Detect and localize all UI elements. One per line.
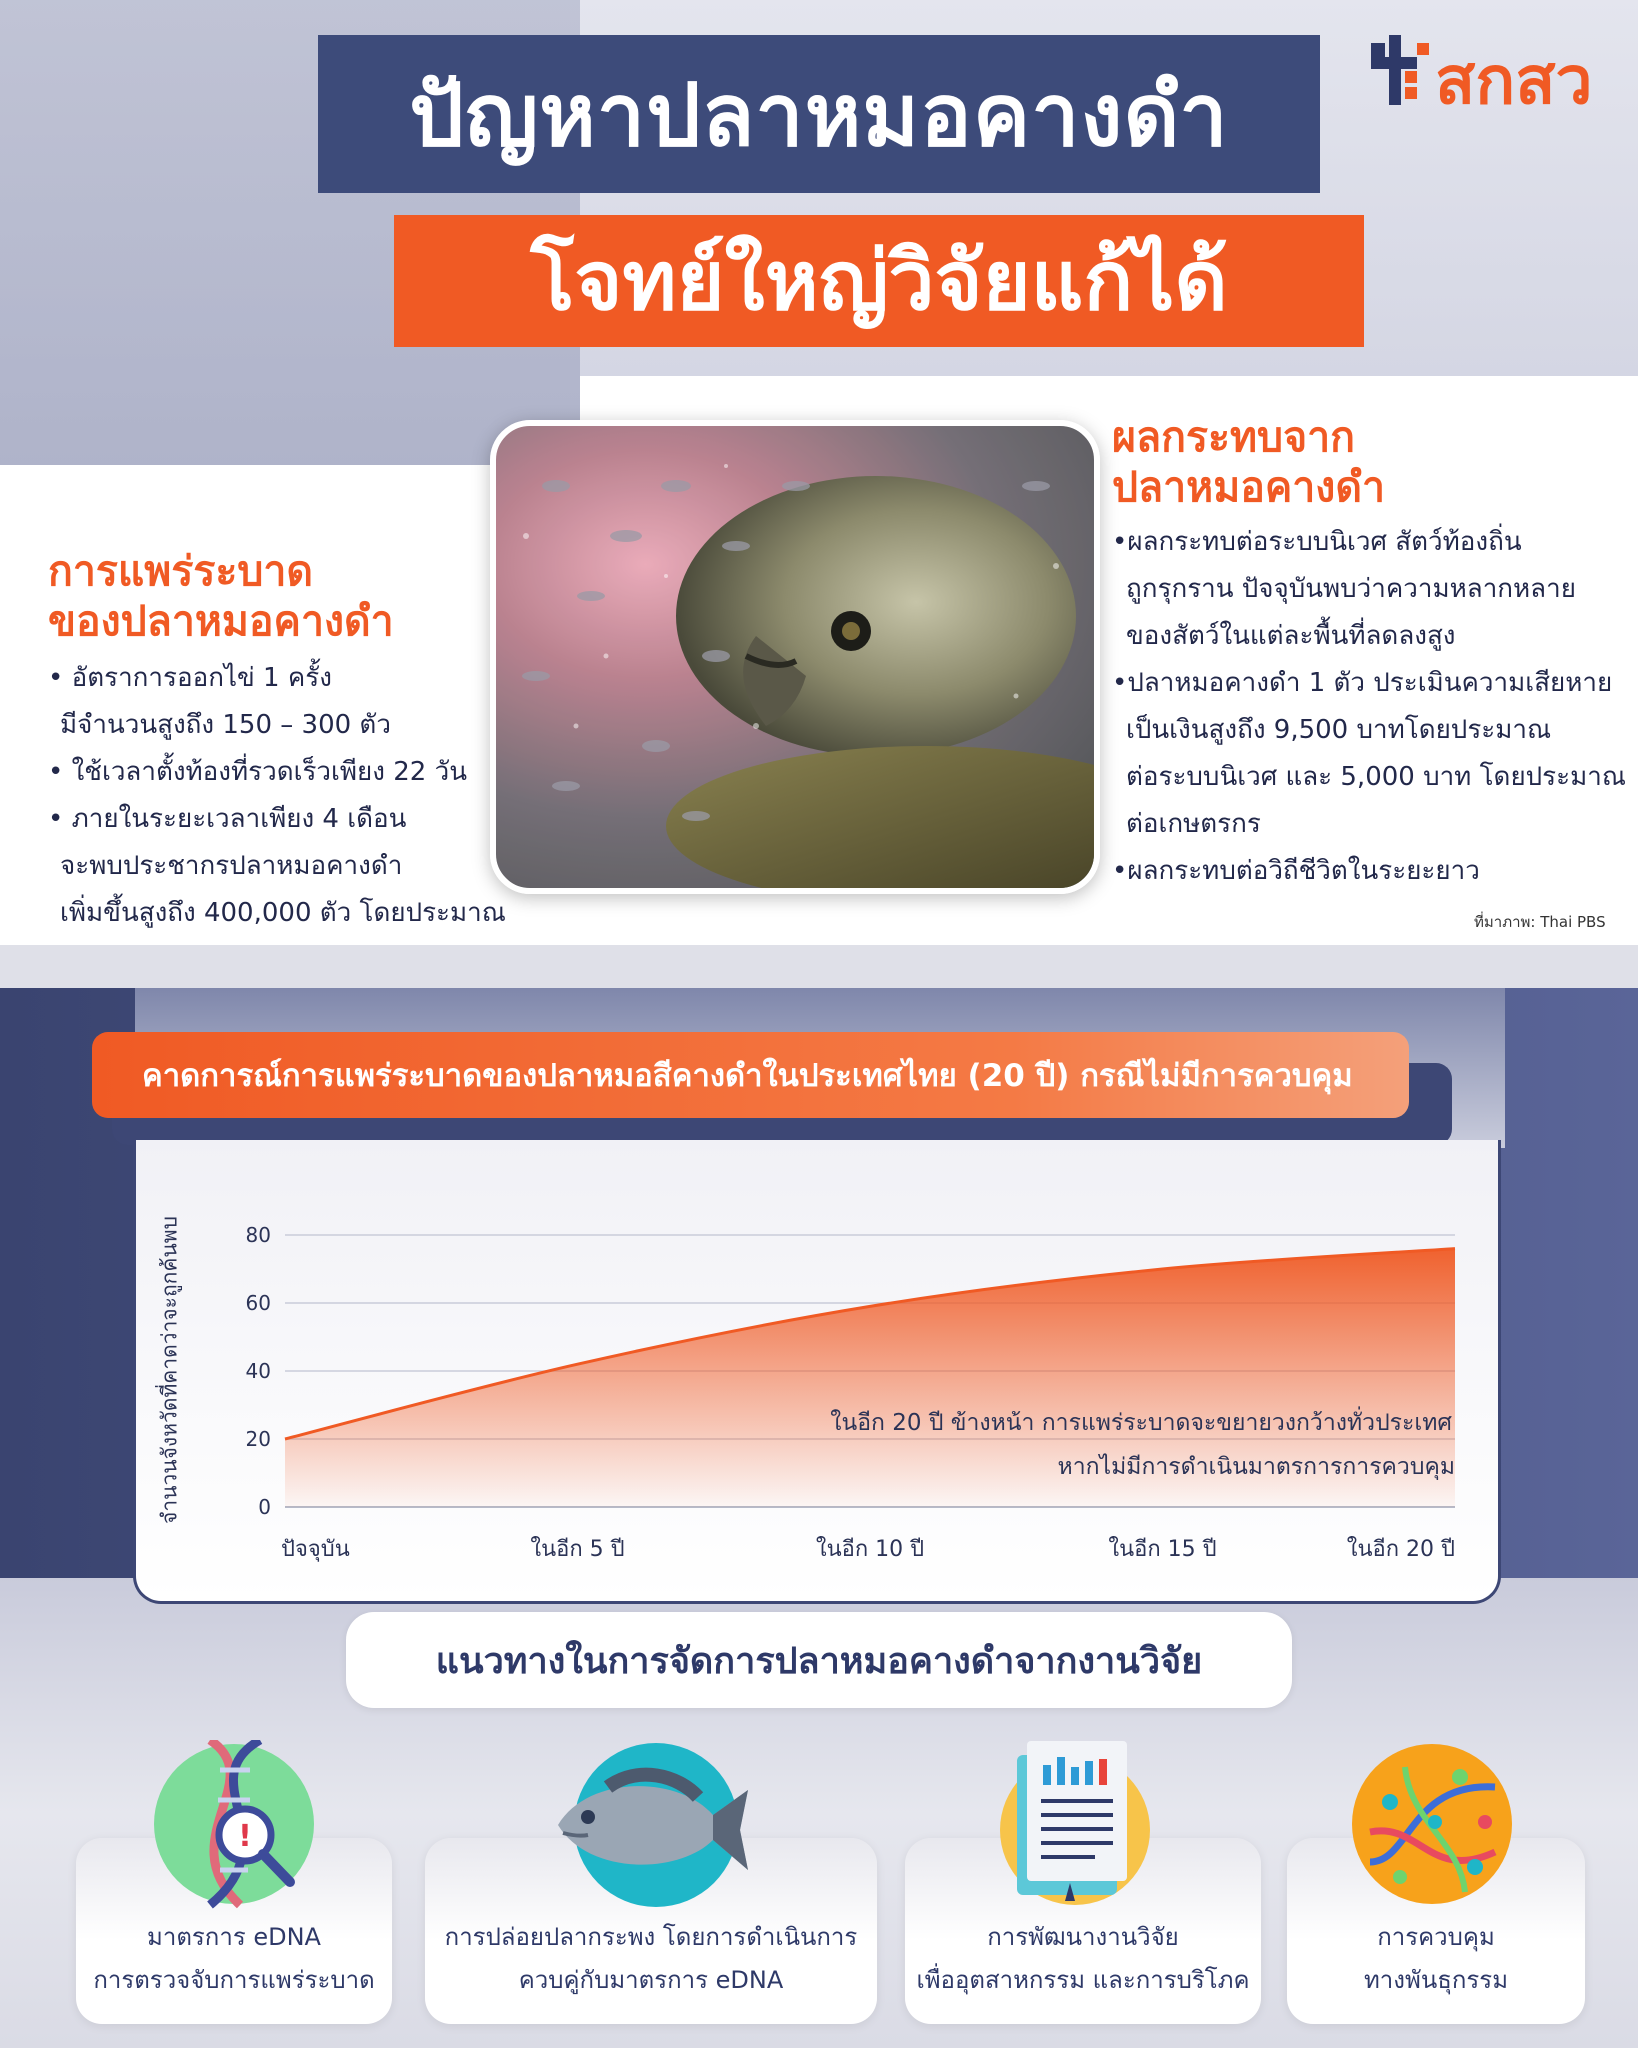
impact-line: ของสัตว์ในแต่ละพื้นที่ลดลงสูง [1126, 621, 1456, 651]
guideline-card-label [1287, 1916, 1585, 2002]
guideline-line-1: การควบคุม [1377, 1923, 1495, 1951]
guideline-card-label [76, 1916, 392, 2002]
spread-heading-line-1: การแพร่ระบาด [48, 547, 314, 595]
chart-x-tick-label: ปัจจุบัน [281, 1537, 350, 1562]
genetics-icon [1350, 1742, 1515, 1907]
guideline-line-1: มาตรการ eDNA [147, 1923, 321, 1951]
spread-line: เพิ่มขึ้นสูงถึง 400,000 ตัว โดยประมาณ [60, 898, 506, 928]
impact-line: •ปลาหมอคางดำ 1 ตัว ประเมินความเสียหาย [1112, 668, 1613, 698]
chart-x-tick-label: ในอีก 5 ปี [530, 1537, 625, 1562]
title-line-1: ปัญหาปลาหมอคางดำ [318, 35, 1320, 193]
impact-heading-line-1: ผลกระทบจาก [1112, 413, 1355, 461]
impact-line: ถูกรุกราน ปัจจุบันพบว่าความหลากหลาย [1126, 574, 1576, 604]
guideline-line-2: ทางพันธุกรรม [1363, 1966, 1509, 1994]
chart-annotation-line-2: หากไม่มีการดำเนินมาตรการการควบคุม [1057, 1454, 1455, 1480]
guideline-line-2: เพื่ออุตสาหกรรม และการบริโภค [916, 1966, 1250, 1994]
guideline-line-1: การปล่อยปลากระพง โดยการดำเนินการ [444, 1923, 858, 1951]
chart-y-axis-label: จำนวนจังหวัดที่คาดว่าจะถูกค้นพบ [157, 1216, 182, 1524]
spread-line: จะพบประชากรปลาหมอคางดำ [60, 851, 403, 881]
impact-line: •ผลกระทบต่อระบบนิเวศ สัตว์ท้องถิ่น [1112, 527, 1522, 557]
impact-line: ต่อระบบนิเวศ และ 5,000 บาท โดยประมาณ [1126, 762, 1626, 792]
chart-y-tick-label: 0 [258, 1495, 271, 1519]
chart-title: คาดการณ์การแพร่ระบาดของปลาหมอสีคางดำในประเทศไทย (20 ปี) กรณีไม่มีการควบคุม [92, 1032, 1409, 1118]
guideline-card-label [905, 1916, 1261, 2002]
chart-annotation-line-1: ในอีก 20 ปี ข้างหน้า การแพร่ระบาดจะขยายวงกว้างทั่วประเทศ [830, 1410, 1452, 1436]
impact-heading-line-2: ปลาหมอคางดำ [1112, 463, 1385, 511]
chart-x-tick-label: ในอีก 20 ปี [1346, 1537, 1455, 1562]
guideline-line-2: การตรวจจับการแพร่ระบาด [93, 1966, 375, 1994]
spread-line: • ภายในระยะเวลาเพียง 4 เดือน [48, 804, 407, 834]
impact-line: •ผลกระทบต่อวิถีชีวิตในระยะยาว [1112, 856, 1480, 886]
spread-line: • ใช้เวลาตั้งท้องที่รวดเร็วเพียง 22 วัน [48, 757, 467, 787]
research-report-icon [995, 1735, 1175, 1910]
spread-line: มีจำนวนสูงถึง 150 – 300 ตัว [60, 710, 391, 740]
guidelines-heading: แนวทางในการจัดการปลาหมอคางดำจากงานวิจัย [346, 1612, 1292, 1708]
logo-text: สกสว [1435, 43, 1593, 117]
guideline-line-1: การพัฒนางานวิจัย [987, 1923, 1179, 1951]
svg-text:!: ! [238, 1819, 252, 1854]
fish-icon [548, 1735, 758, 1910]
chart-y-tick-label: 60 [245, 1291, 271, 1315]
chart-x-tick-label: ในอีก 15 ปี [1108, 1537, 1217, 1562]
guideline-line-2: ควบคู่กับมาตรการ eDNA [518, 1966, 784, 1994]
chart-y-tick-label: 80 [245, 1223, 271, 1247]
title-line-2: โจทย์ใหญ่วิจัยแก้ได้ [394, 215, 1364, 347]
photo-credit: ที่มาภาพ: Thai PBS [1474, 913, 1606, 931]
chart-x-tick-label: ในอีก 10 ปี [815, 1537, 925, 1562]
spread-heading-line-2: ของปลาหมอคางดำ [48, 597, 394, 645]
guideline-card-label [425, 1916, 877, 2002]
spread-line: • อัตราการออกไข่ 1 ครั้ง [48, 663, 332, 693]
dna-magnifier-icon [150, 1740, 320, 1910]
chart-y-tick-label: 40 [245, 1359, 271, 1383]
chart-y-tick-label: 20 [245, 1427, 271, 1451]
impact-line: ต่อเกษตรกร [1126, 809, 1261, 839]
impact-line: เป็นเงินสูงถึง 9,500 บาทโดยประมาณ [1126, 715, 1552, 745]
